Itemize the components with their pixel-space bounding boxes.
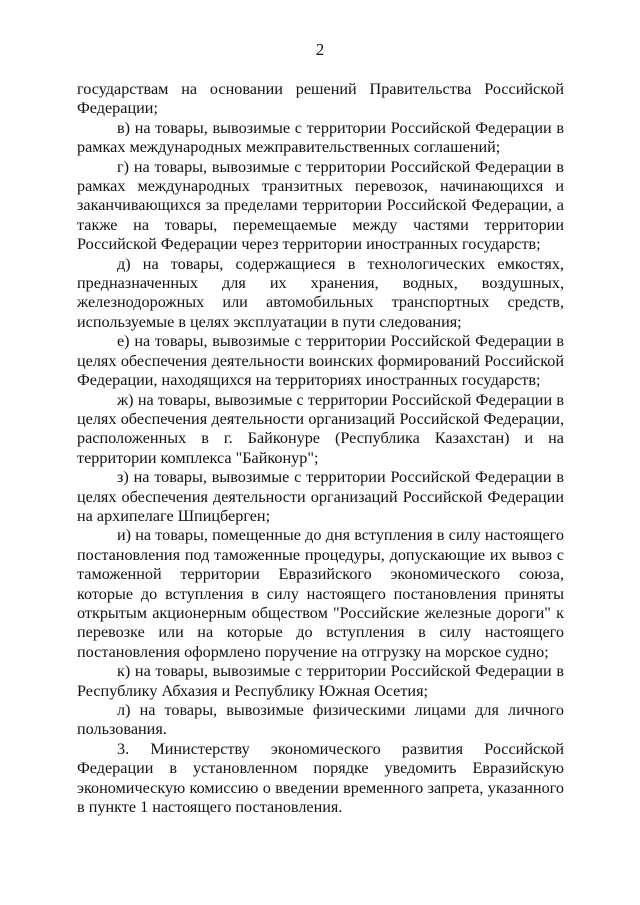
paragraph-item-g: г) на товары, вывозимые с территории Российской Федерации в рамках международных транзитных перевозок, начинающихся и заканчивающихся за пределами территории Российской Федерации, а также на товары, перемещаемые между частями территории Российской Федерации через территории иностранных государств; <box>77 157 564 254</box>
paragraph-item-v: в) на товары, вывозимые с территории Российской Федерации в рамках международных межправительственных соглашений; <box>77 118 564 157</box>
paragraph-item-zh: ж) на товары, вывозимые с территории Российской Федерации в целях обеспечения деятельности организаций Российской Федерации, расположенных в г. Байконуре (Республика Казахстан) и на территории комплекса "Байконур"; <box>77 390 564 467</box>
paragraph-item-k: к) на товары, вывозимые с территории Российской Федерации в Республику Абхазия и Республику Южная Осетия; <box>77 662 564 700</box>
paragraph-item-e: е) на товары, вывозимые с территории Российской Федерации в целях обеспечения деятельности воинских формирований Российской Федерации, находящихся на территориях иностранных государств; <box>77 332 564 390</box>
paragraph-item-l: л) на товары, вывозимые физическими лицами для личного пользования. <box>77 701 564 739</box>
paragraph-item-z: з) на товары, вывозимые с территории Российской Федерации в целях обеспечения деятельности организаций Российской Федерации на архипелаге Шпицберген; <box>77 468 564 525</box>
document-body <box>77 80 564 817</box>
paragraph-item-d: д) на товары, содержащиеся в технологических емкостях, предназначенных для их хранения, водных, воздушных, железнодорожных или автомобильных транспортных средств, используемые в целях эксплуатации в пути следования; <box>77 254 564 331</box>
paragraph-continuation: государствам на основании решений Правительства Российской Федерации; <box>77 80 564 118</box>
paragraph-section-3: 3. Министерству экономического развития Российской Федерации в установленном порядке уведомить Евразийскую экономическую комиссию о введении временного запрета, указанного в пункте 1 настоящего постановления. <box>77 739 564 817</box>
paragraph-item-i: и) на товары, помещенные до дня вступления в силу настоящего постановления под таможенные процедуры, допускающие их вывоз с таможенной территории Евразийского экономического союза, которые до вступления в силу настоящего постановления приняты открытым акционерным обществом "Российские железные дороги" к перевозке или на которые до вступления в силу настоящего постановления оформлено поручение на отгрузку на морское судно; <box>77 526 564 661</box>
page-number: 2 <box>315 40 325 59</box>
